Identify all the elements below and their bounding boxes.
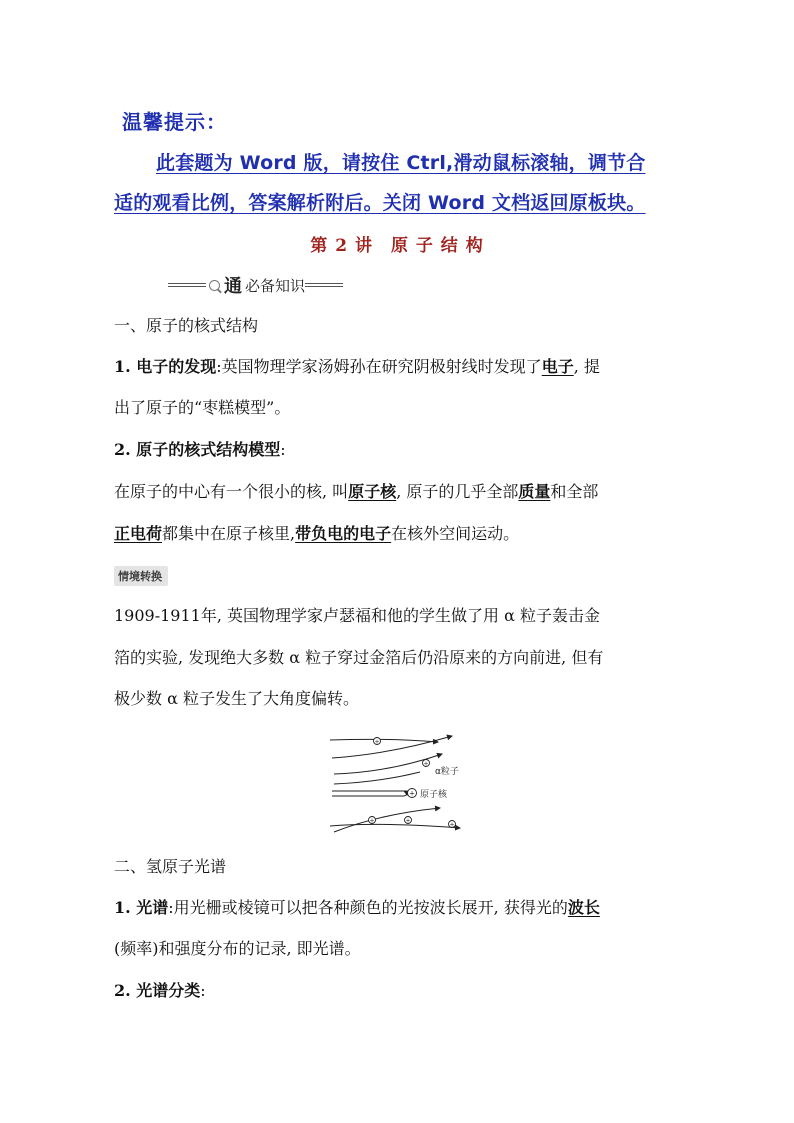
context-line2: 箔的实验, 发现绝大多数 α 粒子穿过金箔后仍沿原来的方向前进, 但有	[114, 648, 604, 667]
item2-heading	[114, 442, 286, 458]
svg-text:+: +	[423, 760, 429, 768]
item2-line2-b: 在核外空间运动。	[391, 524, 520, 543]
svg-text:+: +	[405, 817, 411, 825]
item2-line1-c: 和全部	[550, 482, 599, 501]
banner-label: 必备知识	[245, 276, 306, 295]
alpha-particle	[369, 817, 376, 825]
item2-line2	[114, 526, 519, 542]
item2-label: 2. 原子的核式结构模型	[114, 440, 281, 459]
item1-line1	[114, 359, 600, 375]
nucleus	[408, 789, 417, 798]
spectrum-class-colon: :	[200, 981, 206, 1000]
svg-text:+: +	[449, 821, 455, 829]
alpha-particle	[423, 760, 430, 768]
spectrum-line1	[114, 900, 600, 916]
svg-text:+: +	[409, 789, 415, 798]
trajectory-1	[330, 739, 438, 742]
banner-mark: 通	[224, 276, 242, 297]
spectrum-class-label: 2. 光谱分类	[114, 981, 201, 1000]
item2-line1	[114, 484, 598, 500]
item1-text: :英国物理学家汤姆孙在研究阴极射线时发现了	[216, 357, 542, 376]
banner-rule-right	[305, 283, 343, 287]
item2-line1-a: 在原子的中心有一个很小的核, 叫	[114, 482, 349, 501]
spectrum-line2: (频率)和强度分布的记录, 即光谱。	[114, 939, 361, 958]
magnifier-icon	[209, 280, 220, 291]
answer-nucleus: 原子核	[348, 482, 397, 501]
section-banner	[168, 272, 343, 298]
banner-rule-left	[168, 283, 206, 287]
context-line1: 1909-1911年, 英国物理学家卢瑟福和他的学生做了用 α 粒子轰击金	[114, 606, 600, 625]
tip-line-2: 适的观看比例，答案解析附后。关闭 Word 文档返回原板块。	[114, 192, 646, 214]
item2-line2-a: 都集中在原子核里,	[162, 524, 296, 543]
item2-colon: :	[280, 440, 286, 459]
scattering-diagram	[320, 728, 470, 840]
lesson-title: 第 2 讲 原 子 结 构	[310, 236, 484, 256]
alpha-label: α粒子	[435, 767, 459, 777]
answer-electron: 电子	[541, 357, 574, 376]
context-tag: 情境转换	[114, 566, 168, 586]
answer-mass: 质量	[518, 482, 551, 501]
answer-positive-charge: 正电荷	[114, 524, 163, 543]
trajectory-7	[334, 808, 440, 832]
item2-line1-b: , 原子的几乎全部	[396, 482, 519, 501]
svg-text:+: +	[369, 817, 375, 825]
spectrum-label: 1. 光谱	[114, 898, 169, 917]
item1-label: 1. 电子的发现	[114, 357, 217, 376]
spectrum-class-heading	[114, 983, 206, 999]
nucleus-label: 原子核	[420, 790, 448, 800]
tip-line-1: 此套题为 Word 版，请按住 Ctrl,滑动鼠标滚轴，调节合	[156, 152, 646, 174]
item1-text-end: , 提	[573, 357, 600, 376]
alpha-particle	[405, 817, 412, 825]
alpha-particle	[374, 738, 381, 746]
tip-title: 温馨提示：	[122, 110, 227, 134]
trajectory-back	[332, 791, 407, 796]
part2-heading: 二、氢原子光谱	[114, 857, 227, 876]
answer-wavelength: 波长	[567, 898, 600, 917]
part1-heading: 一、原子的核式结构	[114, 316, 259, 335]
svg-text:+: +	[374, 738, 380, 746]
item1-line2: 出了原子的“枣糕模型”。	[114, 398, 291, 417]
spectrum-text: :用光栅或棱镜可以把各种颜色的光按波长展开, 获得光的	[168, 898, 568, 917]
alpha-particle	[449, 821, 456, 829]
answer-electron-negative: 带负电的电子	[295, 524, 392, 543]
context-line3: 极少数 α 粒子发生了大角度偏转。	[114, 689, 359, 708]
